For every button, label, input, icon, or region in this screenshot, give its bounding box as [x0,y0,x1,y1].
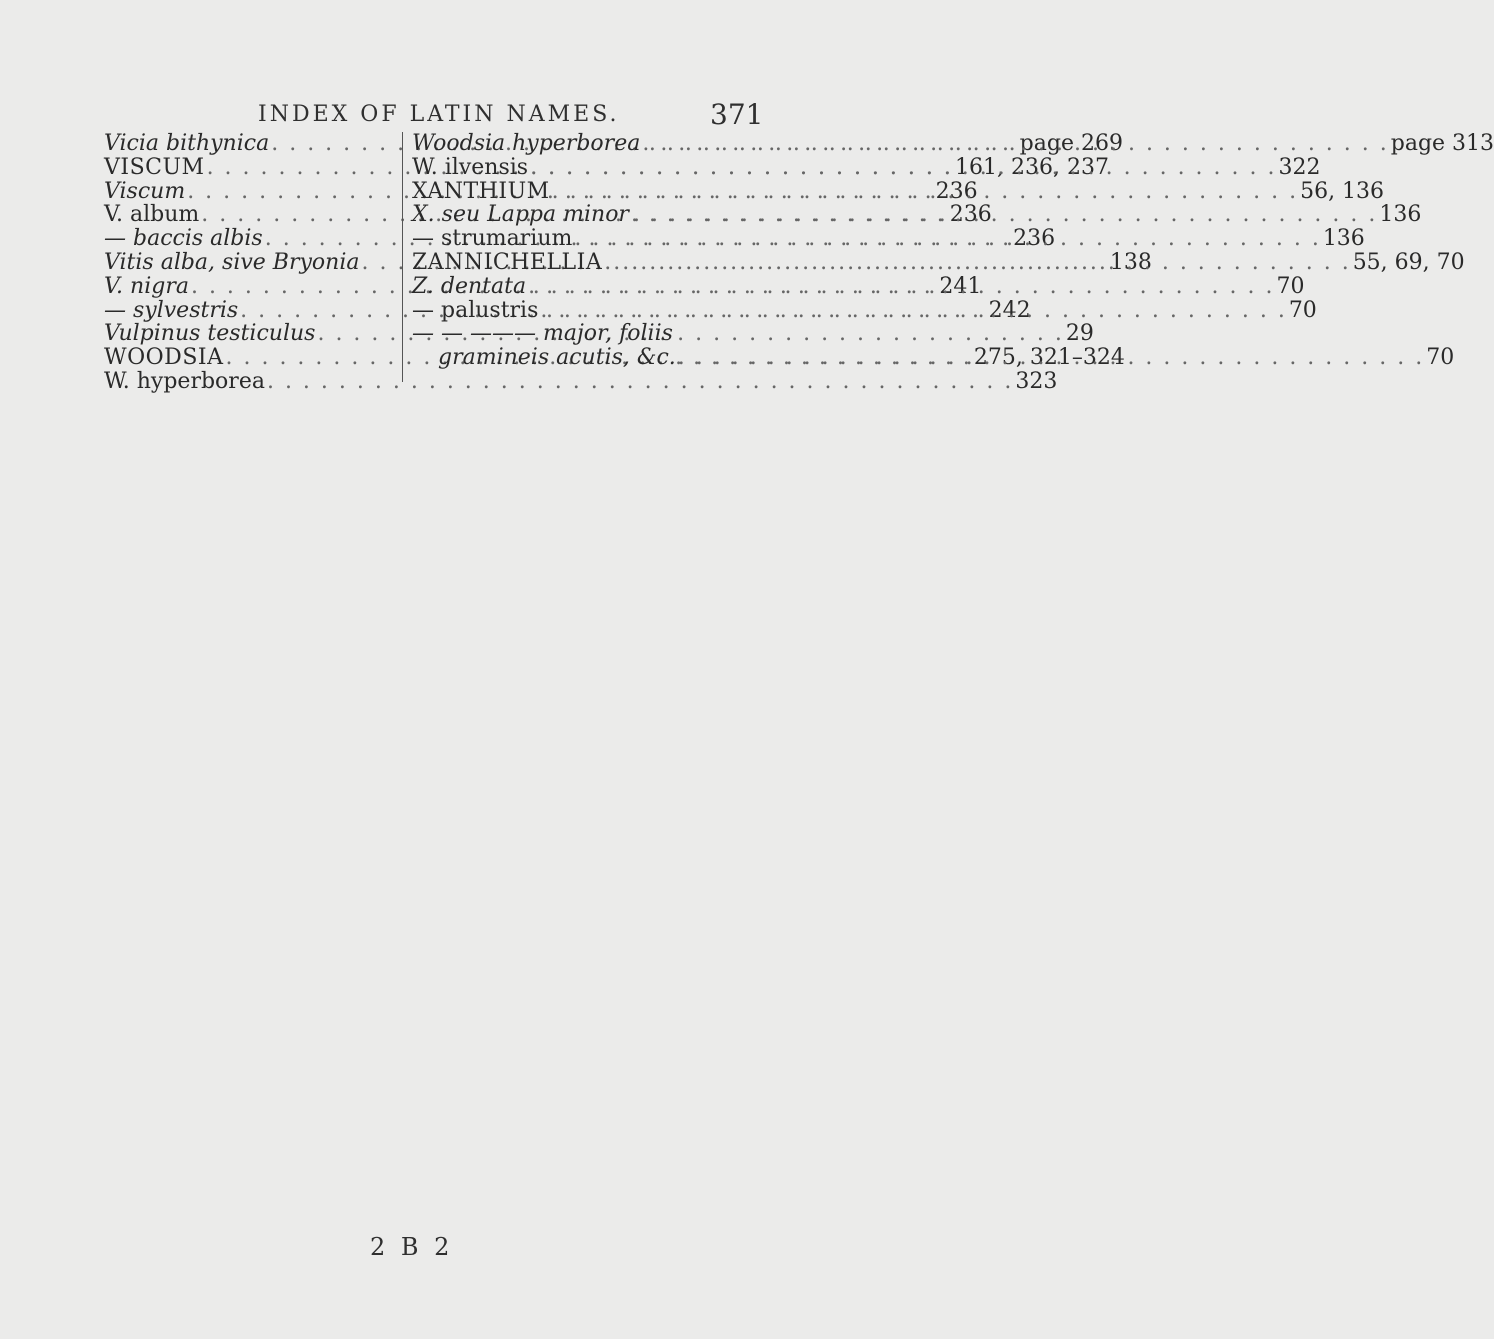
entry-page-ref: page 269 [1019,131,1123,156]
leader-dots [538,299,1288,323]
entry-page-ref: 236 [1013,226,1056,252]
entry-page-ref: 70 [1426,345,1455,371]
entry-page-ref: 241 [939,273,982,299]
leader-dots [550,180,1300,204]
signature-mark: 2 B 2 [370,1233,454,1261]
entry-name: Z. dentata [412,273,527,299]
entry-name: Woodsia hyperborea [412,131,641,156]
entry-page-ref: 56, 136 [1300,178,1385,204]
entry-page-ref: 236 [949,202,992,228]
entry-name: VISCUM [104,154,205,180]
entry-name: ZANNICHELLIA [412,249,603,275]
entry-page-ref: 242 [988,297,1031,323]
entry-page-ref: 70 [1276,273,1305,299]
leader-dots [640,132,1390,156]
entry-page-ref: 136 [1379,202,1422,228]
entry-name: Vitis alba, sive Bryonia [104,249,360,275]
page-header-title: INDEX OF LATIN NAMES. [258,102,620,127]
leader-dots [265,370,1015,394]
entry-name: — palustris [412,297,539,323]
entry-name: W. hyperborea [104,368,265,394]
leader-dots [528,156,1278,180]
index-entry [412,322,704,346]
entry-name: — strumarium [412,226,573,252]
entry-name: Vicia bithynica [104,131,270,156]
entry-page-ref: 323 [1015,368,1058,394]
entry-name: W. ilvensis [412,154,529,180]
entry-name: Viscum [104,178,186,204]
entry-name: — baccis albis [104,226,263,252]
index-entry [104,368,1058,394]
entry-page-ref: 236 [935,178,978,204]
entry-name: — — ——— major, foliis [412,321,673,347]
entry-page-ref: 70 [1288,297,1317,323]
leader-dots [572,227,1322,251]
entry-page-ref: page 313 [1390,131,1494,156]
entry-page-ref: 138 [1109,249,1152,275]
leader-dots [526,275,1276,299]
entry-name: V. nigra [104,273,189,299]
entry-page-ref: 136 [1322,226,1365,252]
entry-page-ref: 322 [1278,154,1321,180]
entry-name: WOODSIA [104,345,224,371]
entry-page-ref: 29 [1065,321,1094,347]
entry-name: X. seu Lappa minor [412,202,629,228]
leader-dots [629,203,1379,227]
leader-dots [602,251,1352,275]
entry-name: Vulpinus testiculus [104,321,316,347]
entry-name: XANTHIUM [412,178,550,204]
entry-name: — sylvestris [104,297,239,323]
column-divider [402,132,403,382]
entry-page-ref: 275, 321–324 [973,345,1125,371]
leader-dots [676,346,1426,370]
entry-page-ref: 161, 236, 237 [955,154,1109,180]
entry-page-ref: 55, 69, 70 [1352,249,1465,275]
entry-name: gramineis acutis, &c. [438,345,676,371]
entry-name: V. album [104,202,200,228]
page-number: 371 [710,98,764,131]
